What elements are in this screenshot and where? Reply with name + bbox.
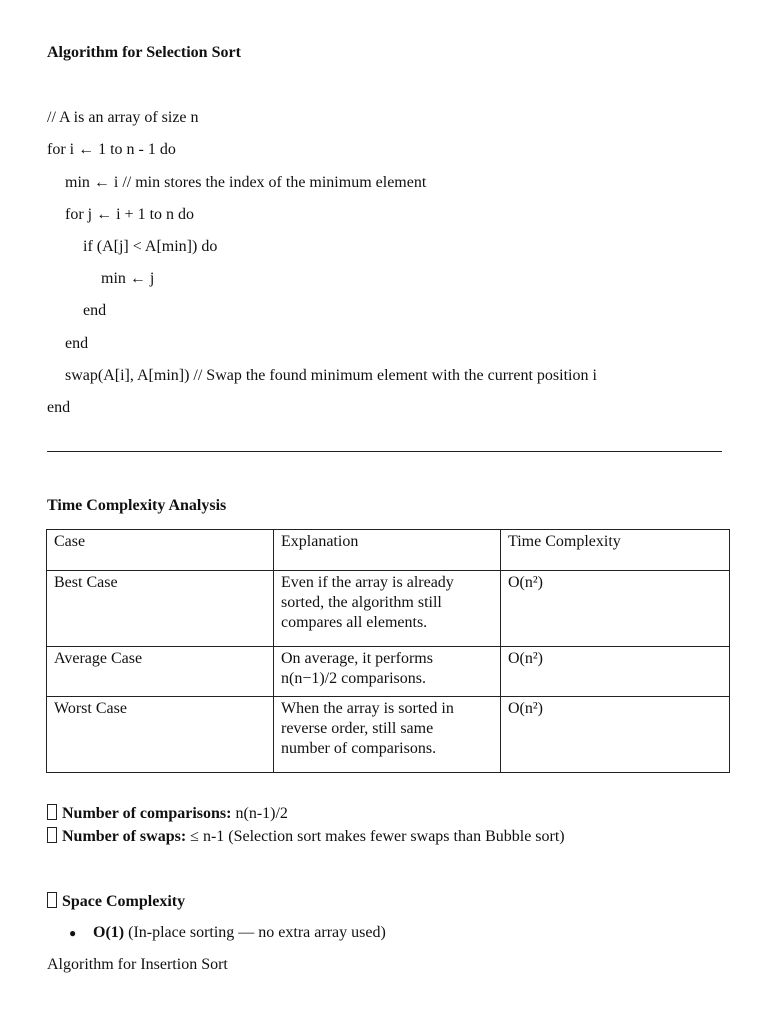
code-line: end: [47, 399, 71, 416]
explanation-line: compares all elements.: [281, 614, 428, 631]
explanation-cell: [274, 697, 501, 773]
code-line: // A is an array of size n: [47, 109, 199, 126]
section-heading-time-complexity: Time Complexity Analysis: [47, 497, 227, 514]
header-cell: Case: [47, 530, 274, 571]
case-cell: Worst Case: [47, 697, 274, 773]
swaps-value: ≤ n-1 (Selection sort makes fewer swaps than Bubble sort): [190, 828, 565, 845]
code-line: min ← j: [101, 270, 155, 287]
code-line: for j ← i + 1 to n do: [65, 206, 195, 223]
section-heading-space-complexity: Space Complexity: [62, 893, 186, 910]
complexity-cell: O(n²): [501, 647, 730, 697]
complexity-cell: O(n²): [501, 571, 730, 647]
complexity-cell: O(n²): [501, 697, 730, 773]
code-line: swap(A[i], A[min]) // Swap the found minimum element with the current position i: [65, 367, 597, 384]
comparisons-label: Number of comparisons:: [62, 805, 232, 822]
explanation-cell: [274, 571, 501, 647]
space-complexity-value: O(1): [93, 924, 125, 941]
table-row: [47, 697, 730, 773]
code-line: end: [83, 302, 107, 319]
explanation-line: When the array is sorted in: [281, 700, 454, 717]
explanation-line: Even if the array is already: [281, 574, 454, 591]
time-complexity-table: [46, 529, 730, 773]
explanation-line: number of comparisons.: [281, 740, 437, 757]
table-row: [47, 647, 730, 697]
bullet-icon: ●: [69, 926, 77, 940]
missing-glyph-icon: [47, 804, 57, 820]
horizontal-rule: [47, 451, 722, 452]
space-complexity-note: (In-place sorting — no extra array used): [128, 924, 386, 941]
next-section-heading: Algorithm for Insertion Sort: [47, 956, 228, 973]
table-row: [47, 571, 730, 647]
space-complexity-heading-line: [47, 892, 185, 911]
table-header-row: [47, 530, 730, 571]
missing-glyph-icon: [47, 892, 57, 908]
comparisons-value: n(n-1)/2: [235, 805, 288, 822]
code-line: if (A[j] < A[min]) do: [83, 238, 218, 255]
explanation-line: n(n−1)/2 comparisons.: [281, 670, 426, 687]
explanation-line: On average, it performs: [281, 650, 433, 667]
explanation-line: reverse order, still same: [281, 720, 434, 737]
page-title: Algorithm for Selection Sort: [47, 44, 241, 61]
space-bullet-item: [93, 924, 386, 942]
code-line: end: [65, 335, 89, 352]
comparisons-line: [47, 804, 288, 823]
missing-glyph-icon: [47, 827, 57, 843]
swaps-line: [47, 827, 565, 846]
code-line: min ← i // min stores the index of the minimum element: [65, 174, 427, 191]
explanation-cell: [274, 647, 501, 697]
header-cell: Explanation: [274, 530, 501, 571]
swaps-label: Number of swaps:: [62, 828, 187, 845]
case-cell: Best Case: [47, 571, 274, 647]
explanation-line: sorted, the algorithm still: [281, 594, 442, 611]
header-cell: Time Complexity: [501, 530, 730, 571]
code-line: for i ← 1 to n - 1 do: [47, 141, 176, 158]
case-cell: Average Case: [47, 647, 274, 697]
